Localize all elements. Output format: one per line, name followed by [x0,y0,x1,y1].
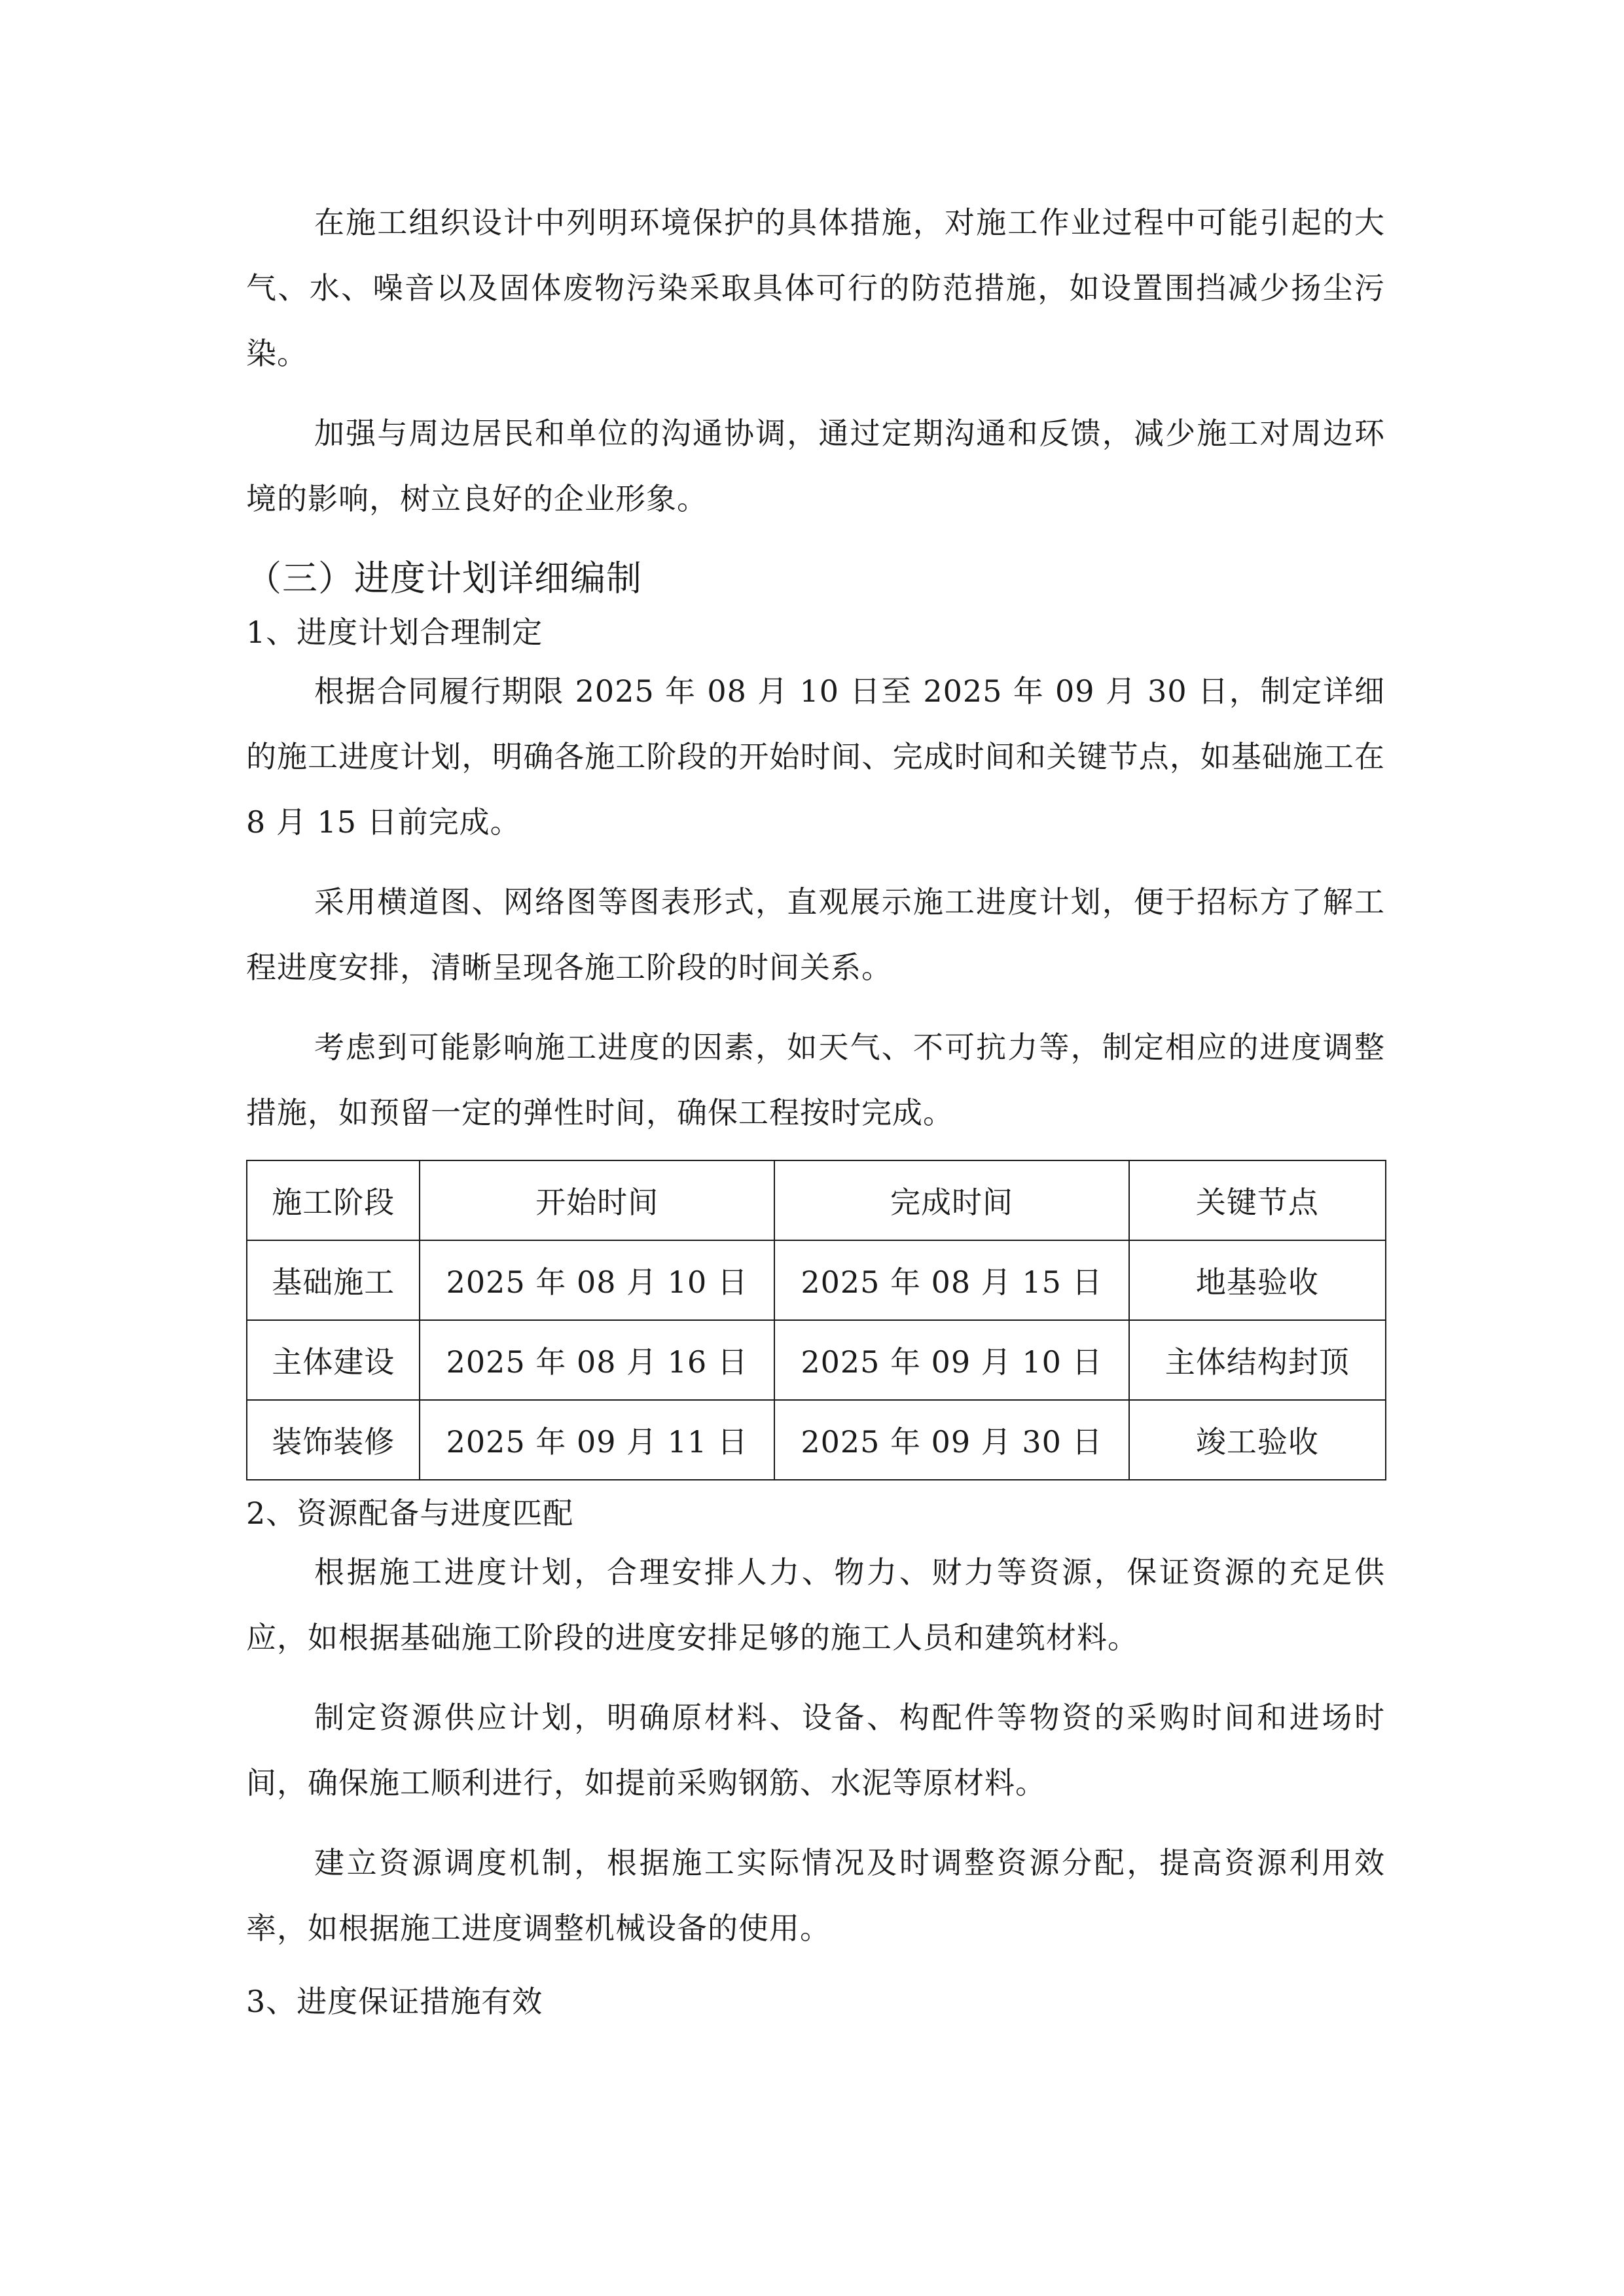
table-cell: 主体结构封顶 [1129,1320,1386,1400]
table-cell: 2025 年 09 月 10 日 [774,1320,1129,1400]
schedule-table [246,1160,1386,1480]
table-cell: 地基验收 [1129,1240,1386,1320]
paragraph-schedule-adjustment: 考虑到可能影响施工进度的因素，如天气、不可抗力等，制定相应的进度调整措施，如预留一定的弹性时间，确保工程按时完成。 [246,1030,1385,1130]
table-cell: 2025 年 09 月 30 日 [774,1400,1129,1480]
paragraph-schedule-plan: 根据合同履行期限 2025 年 08 月 10 日至 2025 年 09 月 30 日，制定详细的施工进度计划，明确各施工阶段的开始时间、完成时间和关键节点，如基础施工在 8 月 15 日前完成。 [246,673,1385,840]
table-cell: 装饰装修 [247,1400,420,1480]
paragraph-environment-measures: 在施工组织设计中列明环境保护的具体措施，对施工作业过程中可能引起的大气、水、噪音以及固体废物污染采取具体可行的防范措施，如设置围挡减少扬尘污染。 [246,205,1385,371]
paragraph-community-communication: 加强与周边居民和单位的沟通协调，通过定期沟通和反馈，减少施工对周边环境的影响，树立良好的企业形象。 [246,416,1385,516]
table-cell: 2025 年 08 月 10 日 [420,1240,774,1320]
table-header-row [247,1160,1386,1240]
paragraph-supply-plan: 制定资源供应计划，明确原材料、设备、构配件等物资的采购时间和进场时间，确保施工顺利进行，如提前采购钢筋、水泥等原材料。 [246,1700,1385,1801]
table-cell: 2025 年 08 月 16 日 [420,1320,774,1400]
table-header-cell: 开始时间 [420,1160,774,1240]
table-cell: 基础施工 [247,1240,420,1320]
subsection-title-3: 3、进度保证措施有效 [246,1984,543,2019]
table-cell: 竣工验收 [1129,1400,1386,1480]
table-row [247,1240,1386,1320]
section-title: （三）进度计划详细编制 [246,558,642,599]
table-cell: 2025 年 09 月 11 日 [420,1400,774,1480]
table-row [247,1400,1386,1480]
table-cell: 主体建设 [247,1320,420,1400]
subsection-title-1: 1、进度计划合理制定 [246,615,543,650]
document-body [246,190,1385,2028]
paragraph-dispatch-mechanism: 建立资源调度机制，根据施工实际情况及时调整资源分配，提高资源利用效率，如根据施工进度调整机械设备的使用。 [246,1845,1385,1946]
paragraph-chart-format: 采用横道图、网络图等图表形式，直观展示施工进度计划，便于招标方了解工程进度安排，清晰呈现各施工阶段的时间关系。 [246,884,1385,985]
table-cell: 2025 年 08 月 15 日 [774,1240,1129,1320]
table-header-cell: 完成时间 [774,1160,1129,1240]
table-header-cell: 关键节点 [1129,1160,1386,1240]
table-header-cell: 施工阶段 [247,1160,420,1240]
paragraph-resource-allocation: 根据施工进度计划，合理安排人力、物力、财力等资源，保证资源的充足供应，如根据基础施工阶段的进度安排足够的施工人员和建筑材料。 [246,1554,1385,1655]
table-row [247,1320,1386,1400]
subsection-title-2: 2、资源配备与进度匹配 [246,1496,574,1531]
